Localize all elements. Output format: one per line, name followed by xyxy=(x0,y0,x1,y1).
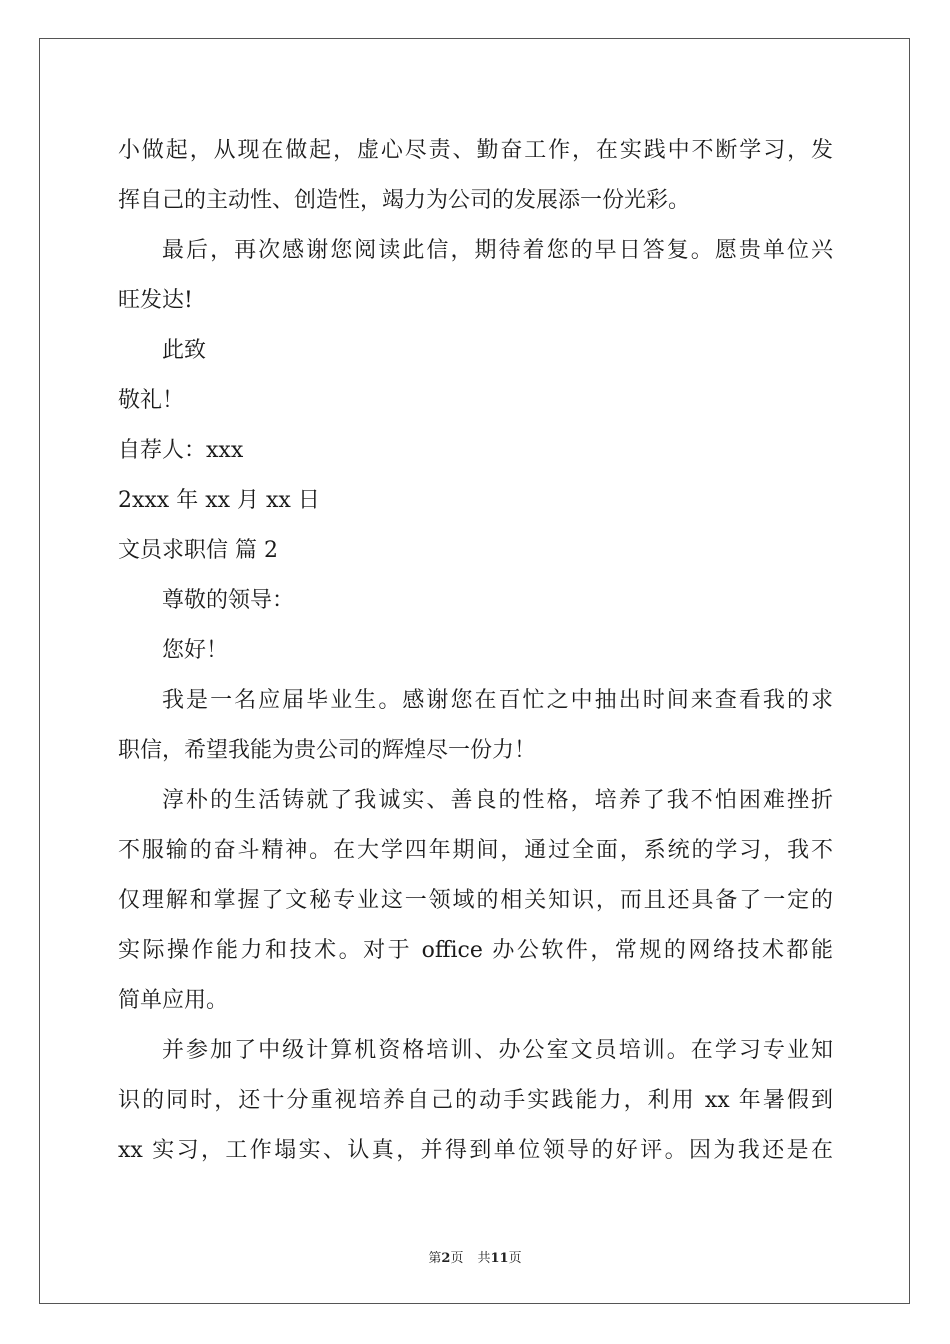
paragraph-line: 不服输的奋斗精神。在大学四年期间，通过全面，系统的学习，我不 xyxy=(118,838,833,863)
greeting-line: 尊敬的领导： xyxy=(162,588,295,613)
paragraph-line: 并参加了中级计算机资格培训、办公室文员培训。在学习专业知 xyxy=(162,1038,833,1063)
footer-total-prefix: 共 xyxy=(477,1251,491,1266)
footer-page-prefix: 第 xyxy=(428,1251,442,1266)
paragraph-line: 简单应用。 xyxy=(118,988,229,1013)
paragraph-line: 挥自己的主动性、创造性，竭力为公司的发展添一份光彩。 xyxy=(118,188,691,213)
footer-page-unit: 页 xyxy=(450,1251,464,1266)
paragraph-line: 旺发达! xyxy=(118,288,193,313)
section-title: 文员求职信 篇 2 xyxy=(118,538,278,563)
paragraph-line: 淳朴的生活铸就了我诚实、善良的性格，培养了我不怕困难挫折 xyxy=(162,788,833,813)
paragraph-line: 仅理解和掌握了文秘专业这一领域的相关知识，而且还具备了一定的 xyxy=(118,888,833,913)
closing-regards: 敬礼！ xyxy=(118,388,185,413)
signature-line: 自荐人：xxx xyxy=(118,438,244,463)
paragraph-line: 识的同时，还十分重视培养自己的动手实践能力，利用 xx 年暑假到 xyxy=(118,1088,833,1113)
document-body xyxy=(118,126,833,1176)
paragraph-line: 我是一名应届毕业生。感谢您在百忙之中抽出时间来查看我的求 xyxy=(162,688,833,713)
paragraph-line: 职信，希望我能为贵公司的辉煌尽一份力！ xyxy=(118,738,537,763)
footer-total-pages: 11 xyxy=(490,1251,509,1266)
paragraph-line: 最后，再次感谢您阅读此信，期待着您的早日答复。愿贵单位兴 xyxy=(162,238,833,263)
date-line: 2xxx 年 xx 月 xx 日 xyxy=(118,488,320,513)
page-footer xyxy=(0,1247,950,1266)
footer-total-unit: 页 xyxy=(508,1251,522,1266)
closing-salutation: 此致 xyxy=(162,338,207,363)
footer-page-number: 2 xyxy=(441,1251,451,1266)
paragraph-line: xx 实习，工作塌实、认真，并得到单位领导的好评。因为我还是在 xyxy=(118,1138,833,1163)
paragraph-line: 小做起，从现在做起，虚心尽责、勤奋工作，在实践中不断学习，发 xyxy=(118,138,833,163)
greeting-line: 您好！ xyxy=(162,638,229,663)
paragraph-line: 实际操作能力和技术。对于 office 办公软件，常规的网络技术都能 xyxy=(118,938,833,963)
